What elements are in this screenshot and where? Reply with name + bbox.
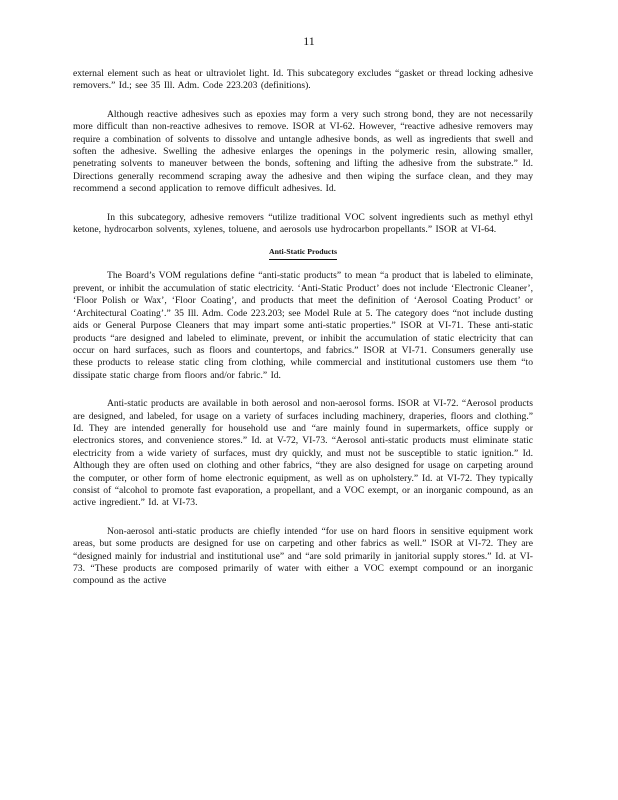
document-body	[73, 68, 533, 588]
section-heading-text: Anti-Static Products	[269, 246, 337, 260]
paragraph-definition: The Board’s VOM regulations define “anti-static products” to mean “a product that is labeled to eliminate, prevent, or inhibit the accumulation of static electricity. ‘Anti-Static Product’ does not include ‘Electronic Cleaner’, ‘Floor Polish or Wax’, ‘Floor Coating’, and products that meet the definition of ‘Aerosol Coating Product’ or ‘Architectural Coating’.” 35 Ill. Adm. Code 223.203; see Model Rule at 5. The category does “not include dusting aids or General Purpose Cleaners that may impart some anti-static properties.” ISOR at VI-71. These anti-static products “are designed and labeled to eliminate, prevent, or inhibit the accumulation of static electricity that can occur on hard surfaces, such as floors and countertops, and fabrics.” ISOR at VI-71. Consumers generally use these products to release static cling from clothing, while commercial and institutional customers use them “to dissipate static charge from floors and/or fabric.” Id.	[73, 270, 533, 381]
paragraph-non-aerosol: Non-aerosol anti-static products are chiefly intended “for use on hard floors in sensitive equipment work areas, but some products are designed for use on carpeting and other fabrics as well.” ISOR at VI-72. They are “designed mainly for industrial and institutional use” and “are sold primarily in janitorial supply stores.” Id. at VI-73. “These products are composed primarily of water with either a VOC exempt compound or an inorganic compound as the active	[73, 525, 533, 587]
paragraph-subcategory-solvents: In this subcategory, adhesive removers “utilize traditional VOC solvent ingredients such as methyl ethyl ketone, hydrocarbon solvents, xylenes, toluene, and aerosols use hydrocarbon propellants.” ISOR at VI-64.	[73, 211, 533, 236]
paragraph-reactive-adhesives: Although reactive adhesives such as epoxies may form a very such strong bond, they are not necessarily more difficult than non-reactive adhesives to remove. ISOR at VI-62. However, “reactive adhesive removers may require a combination of solvents to dissolve and untangle adhesive bonds, as well as ingredients that swell and soften the adhesive. Swelling the adhesive enlarges the openings in the polymeric resin, allowing smaller, penetrating solvents to maneuver between the bonds, softening and lifting the adhesive from the substrate.” Id. Directions generally recommend scraping away the adhesive and then wiping the surface clean, and they may recommend a second application to remove difficult adhesives. Id.	[73, 108, 533, 195]
page-number: 11	[303, 34, 315, 48]
paragraph-continued: external element such as heat or ultraviolet light. Id. This subcategory excludes “gasket or thread locking adhesive removers.” Id.; see 35 Ill. Adm. Code 223.203 (definitions).	[73, 68, 533, 92]
section-heading	[73, 246, 533, 260]
paragraph-aerosol-forms: Anti-static products are available in both aerosol and non-aerosol forms. ISOR at VI-72. “Aerosol products are designed, and labeled, for usage on a variety of surfaces including machinery, draperies, floors and clothing.” Id. They are intended generally for household use and “are mainly found in supermarkets, office supply or electronics stores, and convenience stores.” Id. at V-72, VI-73. “Aerosol anti-static products must eliminate static electricity from a wide variety of surfaces, must dry quickly, and must not be susceptible to static ignition.” Id. Although they are often used on clothing and other fabrics, “they are also designed for usage on carpeting around the computer, or other form of home electronic equipment, as well as on upholstery.” Id. at VI-72. They typically consist of “alcohol to promote fast evaporation, a propellant, and a VOC exempt, or an inorganic compound, as an active ingredient.” Id. at VI-73.	[73, 398, 533, 509]
